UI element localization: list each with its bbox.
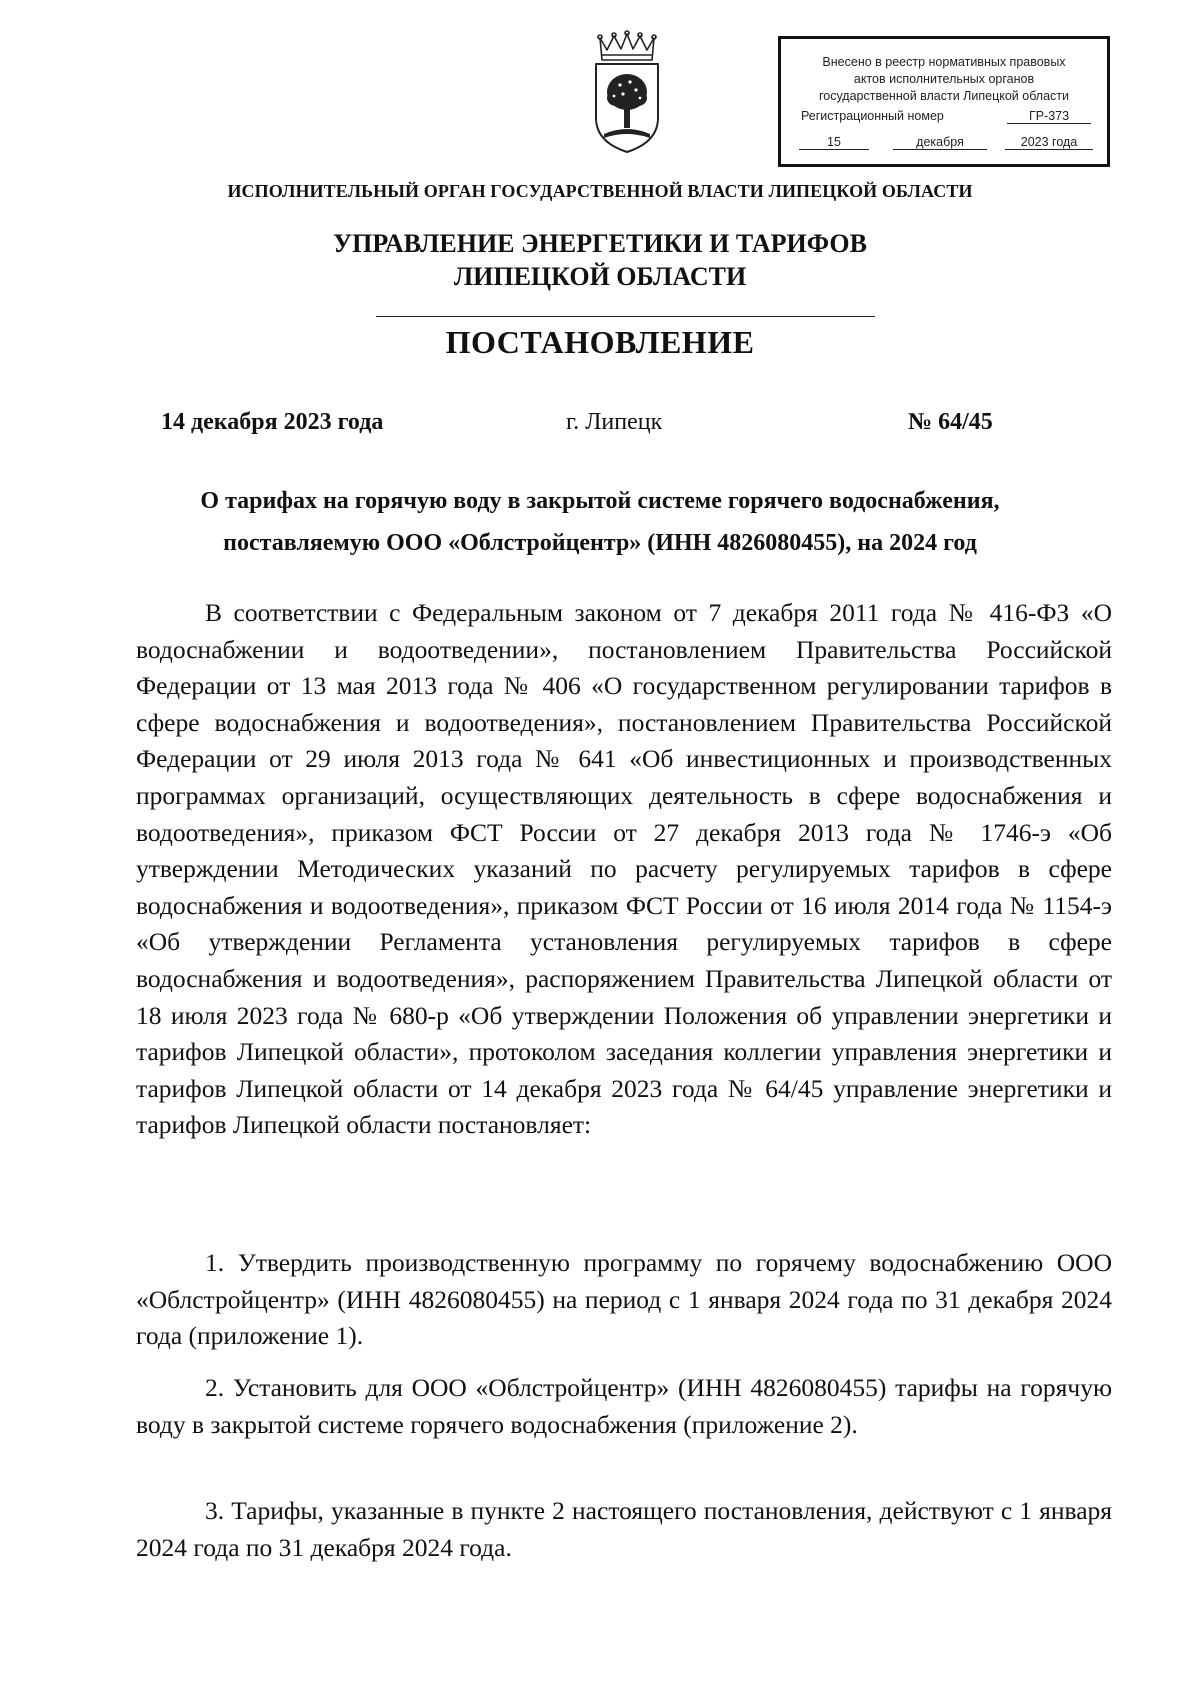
- stamp-reg-label: Регистрационный номер: [801, 109, 944, 123]
- stamp-reg-number: ГР-373: [1007, 109, 1091, 124]
- stamp-line-1: Внесено в реестр нормативных правовых: [822, 55, 1066, 69]
- document-city: г. Липецк: [566, 409, 663, 435]
- department-name-line-2: ЛИПЕЦКОЙ ОБЛАСТИ: [453, 262, 747, 291]
- issuing-authority: ИСПОЛНИТЕЛЬНЫЙ ОРГАН ГОСУДАРСТВЕННОЙ ВЛАСТИ ЛИПЕЦКОЙ ОБЛАСТИ: [227, 181, 973, 201]
- stamp-year: 2023 года: [1005, 135, 1093, 150]
- document-title-line-1: О тарифах на горячую воду в закрытой системе горячего водоснабжения,: [200, 488, 1000, 514]
- document-type-heading: ПОСТАНОВЛЕНИЕ: [445, 324, 755, 360]
- document-number: № 64/45: [908, 409, 993, 435]
- stamp-day: 15: [799, 135, 869, 150]
- preamble-paragraph: В соответствии с Федеральным законом от 7 декабря 2011 года № 416-ФЗ «О водоснабжении и водоотведении», постановлением Правительства Российской Федерации от 13 мая 2013 года № 406 «О государственном регулировании тарифов в сфере водоснабжения и водоотведения», постановлением Правительства Российской Федерации от 29 июля 2013 года № 641 «Об инвестиционных и производственных программах организаций, осуществляющих деятельность в сфере водоснабжения и водоотведения», приказом ФСТ России от 27 декабря 2013 года № 1746-э «Об утверждении Методических указаний по расчету регулируемых тарифов в сфере водоснабжения и водоотведения», приказом ФСТ России от 16 июля 2014 года № 1154-э «Об утверждении Регламента установления регулируемых тарифов в сфере водоснабжения и водоотведения», распоряжением Правительства Липецкой области от 18 июля 2023 года № 680-р «Об утверждении Положения об управлении энергетики и тарифов Липецкой области», протоколом заседания коллегии управления энергетики и тарифов Липецкой области от 14 декабря 2023 года № 64/45 управление энергетики и тарифов Липецкой области постановляет:: [136, 598, 1112, 1140]
- stamp-month: декабря: [893, 135, 987, 150]
- document-title-line-2: поставляемую ООО «Облстройцентр» (ИНН 4826080455), на 2024 год: [223, 530, 977, 556]
- document-date: 14 декабря 2023 года: [161, 409, 384, 435]
- department-name-line-1: УПРАВЛЕНИЕ ЭНЕРГЕТИКИ И ТАРИФОВ: [333, 229, 867, 258]
- resolution-item-3: 3. Тарифы, указанные в пункте 2 настоящего постановления, действуют с 1 января 2024 года по 31 декабря 2024 года.: [136, 1496, 1112, 1562]
- resolution-item-2: 2. Установить для ООО «Облстройцентр» (ИНН 4826080455) тарифы на горячую воду в закрытой системе горячего водоснабжения (приложение 2).: [136, 1373, 1112, 1439]
- stamp-line-2: актов исполнительных органов: [853, 72, 1035, 86]
- coat-of-arms-emblem: [590, 30, 664, 155]
- stamp-line-3: государственной власти Липецкой области: [818, 89, 1070, 103]
- registry-stamp: [778, 36, 1110, 167]
- header-divider: [376, 316, 875, 317]
- resolution-item-1: 1. Утвердить производственную программу по горячему водоснабжению ООО «Облстройцентр» (ИНН 4826080455) на период с 1 января 2024 года по 31 декабря 2024 года (приложение 1).: [136, 1248, 1112, 1351]
